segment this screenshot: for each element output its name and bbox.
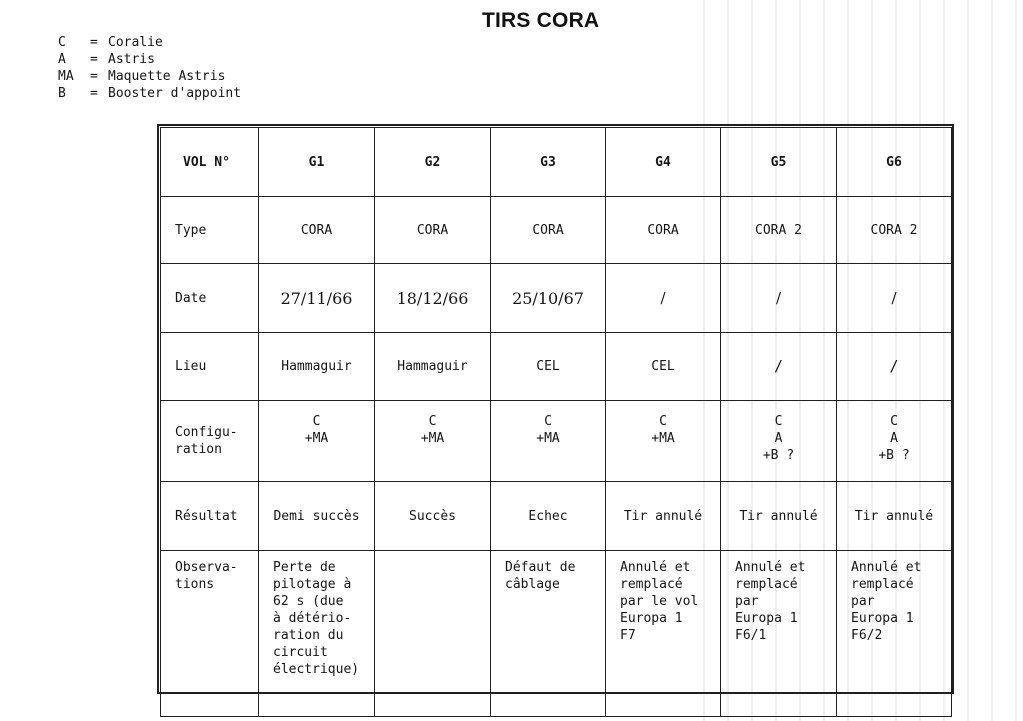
- legend-item: [58, 68, 241, 85]
- observations-cell: [606, 551, 721, 717]
- flight-id-cell: G4: [606, 128, 721, 197]
- type-cell: CORA 2: [837, 197, 952, 264]
- configuration-cell: [721, 401, 837, 482]
- observations-line: câblage: [505, 577, 560, 592]
- date-cell: /: [721, 264, 837, 333]
- flight-id-cell: G5: [721, 128, 837, 197]
- observations-cell: [721, 551, 837, 717]
- observations-line: par: [851, 594, 875, 609]
- legend-equals: =: [90, 69, 98, 84]
- table-row-observations: [161, 551, 952, 717]
- observations-line: à détério-: [273, 611, 352, 626]
- table-row-date: [161, 264, 952, 333]
- legend-equals: =: [90, 35, 98, 50]
- observations-line: Annulé et: [851, 560, 922, 575]
- observations-line: par: [735, 594, 759, 609]
- legend-code: C: [58, 35, 66, 50]
- type-cell: CORA 2: [721, 197, 837, 264]
- configuration-line: C: [890, 414, 898, 429]
- type-cell: CORA: [375, 197, 491, 264]
- flight-id-cell: G1: [259, 128, 375, 197]
- row-label-resultat: Résultat: [161, 482, 259, 551]
- flight-id-cell: G2: [375, 128, 491, 197]
- legend-item: [58, 34, 241, 51]
- observations-cell: [375, 551, 491, 717]
- resultat-cell: Tir annulé: [837, 482, 952, 551]
- resultat-cell: Tir annulé: [606, 482, 721, 551]
- resultat-cell: Succès: [375, 482, 491, 551]
- observations-line: remplacé: [735, 577, 798, 592]
- lieu-cell: Hammaguir: [375, 333, 491, 401]
- date-cell: 18/12/66: [375, 264, 491, 333]
- configuration-cell: [606, 401, 721, 482]
- date-cell: 25/10/67: [491, 264, 606, 333]
- flights-table-frame: [157, 124, 954, 694]
- observations-line: remplacé: [620, 577, 683, 592]
- legend-text: Coralie: [108, 35, 163, 50]
- lieu-cell: /: [721, 333, 837, 401]
- configuration-line: C: [428, 414, 437, 429]
- date-cell: /: [837, 264, 952, 333]
- observations-line: F6/2: [851, 628, 883, 643]
- date-cell: 27/11/66: [259, 264, 375, 333]
- observations-line: 62 s (due: [273, 594, 344, 609]
- legend-text: Booster d'appoint: [108, 86, 242, 101]
- legend-code: MA: [58, 69, 74, 84]
- configuration-cell: [491, 401, 606, 482]
- row-label-line: tions: [175, 577, 215, 592]
- configuration-cell: [837, 401, 952, 482]
- configuration-line: C: [312, 414, 321, 429]
- row-label-line: Observa-: [175, 560, 238, 575]
- row-label-lieu: Lieu: [161, 333, 259, 401]
- configuration-line: +B ?: [878, 448, 910, 463]
- row-label-line: ration: [175, 442, 222, 457]
- observations-line: Perte de: [273, 560, 336, 575]
- observations-line: Europa 1: [851, 611, 914, 626]
- observations-cell: [491, 551, 606, 717]
- configuration-line: C: [544, 414, 552, 429]
- flight-id-cell: G3: [491, 128, 606, 197]
- legend-code: B: [58, 86, 66, 101]
- configuration-line: +B ?: [762, 448, 795, 463]
- lieu-cell: CEL: [491, 333, 606, 401]
- flights-table: [160, 127, 952, 717]
- legend-equals: =: [90, 86, 98, 101]
- observations-line: pilotage à: [273, 577, 352, 592]
- configuration-line: C: [659, 414, 667, 429]
- type-cell: CORA: [259, 197, 375, 264]
- lieu-cell: /: [837, 333, 952, 401]
- legend-text: Astris: [108, 52, 155, 67]
- observations-line: remplacé: [851, 577, 914, 592]
- legend-item: [58, 85, 241, 102]
- configuration-cell: [375, 401, 491, 482]
- date-cell: /: [606, 264, 721, 333]
- legend-text: Maquette Astris: [108, 69, 226, 84]
- observations-line: Annulé et: [735, 560, 806, 575]
- legend-item: [58, 51, 241, 68]
- lieu-cell: CEL: [606, 333, 721, 401]
- configuration-line: +MA: [420, 431, 445, 446]
- configuration-line: C: [774, 414, 783, 429]
- observations-line: circuit: [273, 645, 328, 660]
- observations-cell: [259, 551, 375, 717]
- configuration-line: A: [774, 431, 783, 446]
- legend-code: A: [58, 52, 66, 67]
- observations-line: Europa 1: [735, 611, 798, 626]
- observations-line: Annulé et: [620, 560, 691, 575]
- legend-equals: =: [90, 52, 98, 67]
- observations-line: Défaut de: [505, 560, 576, 575]
- observations-line: ration du: [273, 628, 344, 643]
- legend: [58, 34, 241, 102]
- table-row-resultat: [161, 482, 952, 551]
- header-label-cell: VOL N°: [161, 128, 259, 197]
- configuration-line: +MA: [536, 431, 560, 446]
- row-label-line: Configu-: [175, 425, 238, 440]
- observations-line: F7: [620, 628, 636, 643]
- table-row-configuration: [161, 401, 952, 482]
- observations-line: F6/1: [735, 628, 767, 643]
- observations-line: électrique): [273, 662, 360, 677]
- configuration-line: A: [890, 431, 898, 446]
- resultat-cell: Demi succès: [259, 482, 375, 551]
- observations-cell: [837, 551, 952, 717]
- flight-id-cell: G6: [837, 128, 952, 197]
- type-cell: CORA: [606, 197, 721, 264]
- observations-line: par le vol: [620, 594, 699, 609]
- resultat-cell: Tir annulé: [721, 482, 837, 551]
- configuration-line: +MA: [651, 431, 675, 446]
- observations-line: Europa 1: [620, 611, 683, 626]
- lieu-cell: Hammaguir: [259, 333, 375, 401]
- row-label-configuration: [161, 401, 259, 482]
- type-cell: CORA: [491, 197, 606, 264]
- row-label-type: Type: [161, 197, 259, 264]
- configuration-cell: [259, 401, 375, 482]
- table-header-row: [161, 128, 952, 197]
- page-title: TIRS CORA: [482, 9, 600, 32]
- table-row-lieu: [161, 333, 952, 401]
- row-label-observations: [161, 551, 259, 717]
- resultat-cell: Echec: [491, 482, 606, 551]
- flights-table-body: [161, 128, 952, 717]
- table-row-type: [161, 197, 952, 264]
- row-label-date: Date: [161, 264, 259, 333]
- configuration-line: +MA: [304, 431, 329, 446]
